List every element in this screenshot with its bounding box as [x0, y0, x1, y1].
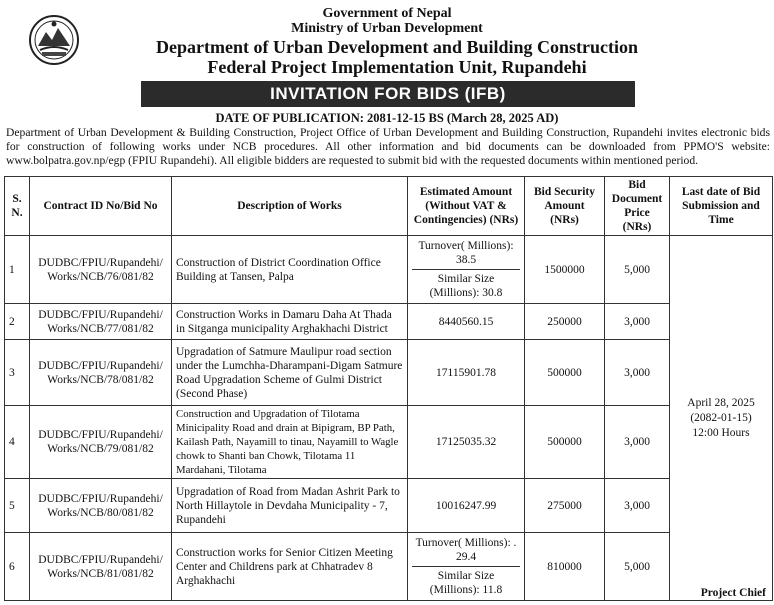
row-document-price: 3,000 [605, 406, 670, 479]
header-estimated-amount: Estimated Amount (Without VAT & Contingencies) (NRs) [408, 177, 525, 236]
ifb-banner: INVITATION FOR BIDS (IFB) [141, 81, 635, 107]
row-estimated-amount: 17115901.78 [408, 340, 525, 406]
publication-date: DATE OF PUBLICATION: 2081-12-15 BS (March 28, 2025 AD) [215, 111, 559, 125]
header-last-date: Last date of Bid Submission and Time [670, 177, 773, 236]
header-unit: Federal Project Implementation Unit, Rupandehi [207, 57, 587, 77]
header-bid-security: Bid Security Amount (NRs) [525, 177, 605, 236]
row-document-price: 3,000 [605, 340, 670, 406]
row-turnover: Turnover( Millions): 38.5 [412, 237, 520, 270]
row-similar-size: Similar Size (Millions): 30.8 [429, 273, 503, 299]
row-contract-id: DUDBC/FPIU/Rupandehi/ Works/NCB/81/081/82 [30, 533, 172, 601]
last-date-ad: April 28, 2025 [687, 396, 755, 409]
row-document-price: 5,000 [605, 533, 670, 601]
row-sn: 2 [5, 304, 30, 340]
table-header-row [5, 177, 773, 236]
row-bid-security: 810000 [525, 533, 605, 601]
row-bid-security: 250000 [525, 304, 605, 340]
row-bid-security: 500000 [525, 406, 605, 479]
row-estimated-amount: 10016247.99 [408, 479, 525, 533]
row-contract-id: DUDBC/FPIU/Rupandehi/ Works/NCB/77/081/82 [30, 304, 172, 340]
row-description: Upgradation of Road from Madan Ashrit Park to North Hillaytole in Devdaha Municipality - 7, Rupandehi [172, 479, 408, 533]
row-estimated-amount: 8440560.15 [408, 304, 525, 340]
header-sn: S. N. [5, 177, 30, 236]
row-amount-cell [408, 236, 525, 304]
header-contract-id: Contract ID No/Bid No [30, 177, 172, 236]
row-description: Upgradation of Satmure Maulipur road section under the Lumchha-Dharampani-Digam Satmure Road Upgradation Scheme of Gulmi District (Second Phase) [172, 340, 408, 406]
header-ministry: Ministry of Urban Development [291, 21, 483, 36]
row-sn: 1 [5, 236, 30, 304]
row-contract-id: DUDBC/FPIU/Rupandehi/ Works/NCB/78/081/82 [30, 340, 172, 406]
table-row [5, 533, 773, 601]
last-date-time: 12:00 Hours [692, 426, 750, 439]
table-row [5, 304, 773, 340]
table-row [5, 340, 773, 406]
signature-title: Project Chief [700, 587, 766, 599]
row-amount-cell [408, 533, 525, 601]
row-sn: 5 [5, 479, 30, 533]
row-description: Construction Works in Damaru Daha At Thada in Sitganga municipality Arghakhachi District [172, 304, 408, 340]
row-description: Construction of District Coordination Office Building at Tansen, Palpa [172, 236, 408, 304]
row-bid-security: 1500000 [525, 236, 605, 304]
row-bid-security: 500000 [525, 340, 605, 406]
row-description: Construction works for Senior Citizen Meeting Center and Childrens park at Chhatradev 8 Arghakhachi [172, 533, 408, 601]
row-document-price: 5,000 [605, 236, 670, 304]
row-sn: 6 [5, 533, 30, 601]
row-contract-id: DUDBC/FPIU/Rupandehi/ Works/NCB/79/081/82 [30, 406, 172, 479]
header-government: Government of Nepal [322, 6, 452, 21]
intro-paragraph: Department of Urban Development & Building Construction, Project Office of Urban Development and Building Construction, Rupandehi invites electronic bids for construction of following works under NCB procedures. All other information and bid documents can be downloaded from PPMO'S website: www.bolpatra.gov.np/egp (FPIU Rupandehi). All eligible bidders are requested to submit bid with the requested documents within mentioned period. [6, 126, 770, 167]
last-date-bs: (2082-01-15) [690, 411, 752, 424]
row-contract-id: DUDBC/FPIU/Rupandehi/ Works/NCB/76/081/82 [30, 236, 172, 304]
table-row [5, 479, 773, 533]
header-document-price: Bid Document Price (NRs) [605, 177, 670, 236]
row-estimated-amount: 17125035.32 [408, 406, 525, 479]
row-bid-security: 275000 [525, 479, 605, 533]
header-description: Description of Works [172, 177, 408, 236]
row-sn: 4 [5, 406, 30, 479]
row-document-price: 3,000 [605, 479, 670, 533]
row-contract-id: DUDBC/FPIU/Rupandehi/ Works/NCB/80/081/82 [30, 479, 172, 533]
row-turnover: Turnover( Millions): . 29.4 [412, 534, 520, 567]
last-date-cell [670, 236, 773, 601]
table-row [5, 406, 773, 479]
row-description: Construction and Upgradation of Tilotama Minicipality Road and drain at Bipigram, BP Path, Kailash Path, Nayamill to tinau, Nayamill to Wagle chowk to Shanti ban Chowk, Tilotama 11 Mardahani, Tilotama [172, 406, 408, 479]
header-department: Department of Urban Development and Building Construction [155, 37, 639, 57]
letterhead [0, 0, 774, 80]
row-document-price: 3,000 [605, 304, 670, 340]
table-row [5, 236, 773, 304]
row-sn: 3 [5, 340, 30, 406]
bids-table [4, 176, 773, 601]
row-similar-size: Similar Size (Millions): 11.8 [429, 570, 503, 596]
